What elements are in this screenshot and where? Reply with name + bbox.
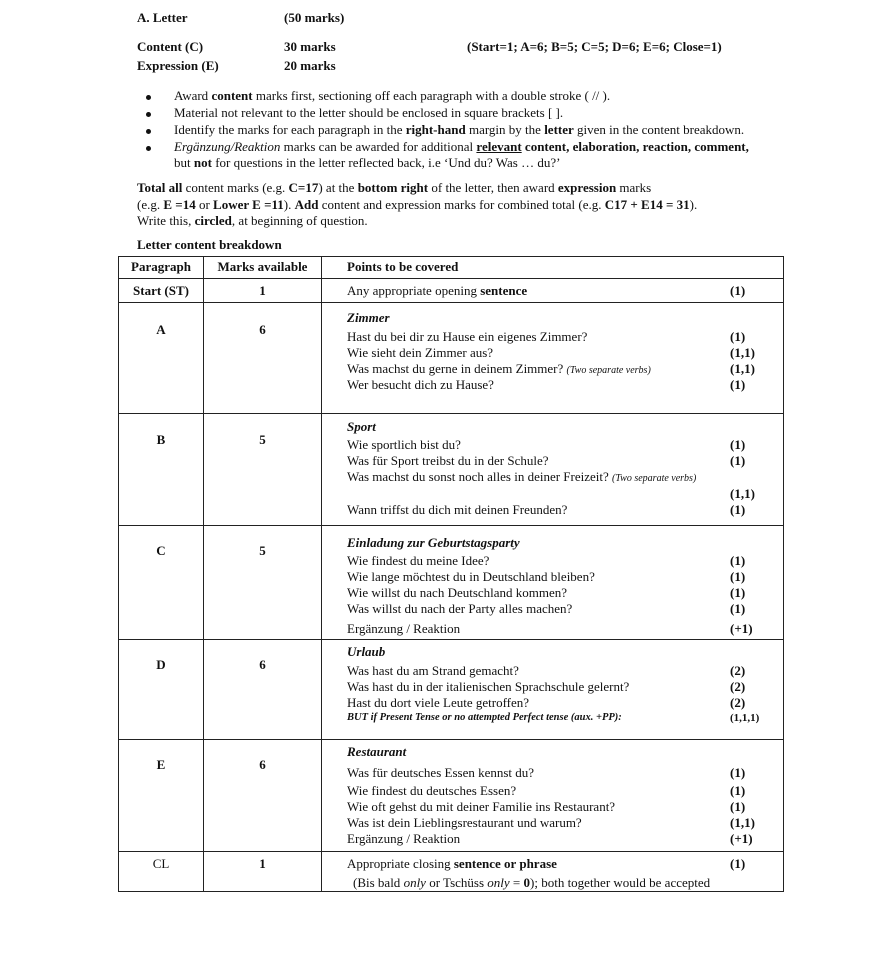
point-marks: (1)	[730, 856, 746, 871]
content-label: Content (C)	[137, 39, 204, 54]
marks-available: 5	[259, 432, 266, 447]
point-marks: (1)	[730, 377, 746, 392]
point-text: Wie sieht dein Zimmer aus?	[347, 345, 494, 360]
marks-available: 6	[259, 757, 266, 772]
point-text: Wer besucht dich zu Hause?	[347, 377, 494, 392]
marks-available: 6	[259, 322, 266, 337]
instruction-line-3: Write this, circled, at beginning of question.	[137, 213, 368, 228]
paragraph-label: CL	[152, 856, 170, 871]
point-marks: (1)	[730, 569, 746, 584]
paragraph-heading: Einladung zur Geburtstagsparty	[347, 535, 520, 550]
col-header-points: Points to be covered	[347, 259, 459, 274]
point-text: Was willst du nach der Party alles machen?	[347, 601, 573, 616]
point-text: Appropriate closing sentence or phrase	[347, 856, 557, 871]
expression-marks: 20 marks	[284, 58, 336, 73]
paragraph-label: C	[156, 543, 166, 558]
paragraph-heading: Sport	[347, 419, 376, 434]
point-text: Hast du bei dir zu Hause ein eigenes Zimmer?	[347, 329, 588, 344]
paragraph-heading: Urlaub	[347, 644, 386, 659]
point-text: Wie lange möchtest du in Deutschland bleiben?	[347, 569, 595, 584]
point-text: Wie findest du deutsches Essen?	[347, 783, 517, 798]
point-marks: (1)	[730, 329, 746, 344]
marks-available: 1	[259, 856, 266, 871]
bullet-item-ergaenzung: Ergänzung/Reaktion marks can be awarded for additional relevant content, elaboration, reaction, comment,	[174, 139, 749, 154]
closing-note: (Bis bald only or Tschüss only = 0); both together would be accepted	[353, 875, 711, 890]
point-text: Any appropriate opening sentence	[347, 283, 528, 298]
point-marks: (1,1)	[730, 486, 755, 501]
point-marks: (1)	[730, 783, 746, 798]
point-text: Hast du dort viele Leute getroffen?	[347, 695, 530, 710]
paragraph-label: A	[156, 322, 166, 337]
marks-available: 1	[259, 283, 266, 298]
point-marks: (1)	[730, 502, 746, 517]
point-marks: (1)	[730, 765, 746, 780]
point-text: Was hast du in der italienischen Sprachschule gelernt?	[347, 679, 630, 694]
bullet-item-irrelevant-material: Material not relevant to the letter should be enclosed in square brackets [ ].	[174, 105, 564, 120]
instruction-line-1: Total all content marks (e.g. C=17) at the bottom right of the letter, then award expression marks	[137, 180, 652, 195]
point-text: Ergänzung / Reaktion	[347, 831, 461, 846]
point-text: Was machst du gerne in deinem Zimmer? (Two separate verbs)	[347, 361, 651, 376]
expression-label: Expression (E)	[137, 58, 219, 73]
point-text: Ergänzung / Reaktion	[347, 621, 461, 636]
marks-available: 5	[259, 543, 266, 558]
bullet-icon	[146, 112, 151, 117]
marks-distribution: (Start=1; A=6; B=5; C=5; D=6; E=6; Close=1)	[467, 39, 722, 54]
point-marks: (2)	[730, 695, 746, 710]
paragraph-heading: Restaurant	[347, 744, 407, 759]
point-marks: (2)	[730, 679, 746, 694]
total-marks: (50 marks)	[284, 10, 345, 25]
content-marks: 30 marks	[284, 39, 336, 54]
point-text: Was hast du am Strand gemacht?	[347, 663, 519, 678]
section-title: A. Letter	[137, 10, 188, 25]
point-marks: (2)	[730, 663, 746, 678]
point-marks: (1,1,1)	[730, 712, 760, 724]
point-text: Wie findest du meine Idee?	[347, 553, 490, 568]
table-caption: Letter content breakdown	[137, 237, 282, 252]
point-text: Was für Sport treibst du in der Schule?	[347, 453, 549, 468]
point-marks: (1,1)	[730, 361, 755, 376]
point-marks: (+1)	[730, 621, 753, 636]
point-text: Wie sportlich bist du?	[347, 437, 461, 452]
point-text: Wie oft gehst du mit deiner Familie ins Restaurant?	[347, 799, 616, 814]
note-text: (Two separate verbs)	[612, 473, 697, 484]
point-text: Wie willst du nach Deutschland kommen?	[347, 585, 568, 600]
bullet-item-award-content: Award content marks first, sectioning off each paragraph with a double stroke ( // ).	[174, 88, 611, 103]
bullet-icon	[146, 146, 151, 151]
col-header-marks: Marks available	[217, 259, 308, 274]
point-marks: (1)	[730, 585, 746, 600]
point-text: Wann triffst du dich mit deinen Freunden?	[347, 502, 568, 517]
point-marks: (1,1)	[730, 815, 755, 830]
point-marks: (1)	[730, 799, 746, 814]
point-marks: (1)	[730, 553, 746, 568]
point-marks: (1)	[730, 453, 746, 468]
instruction-line-2: (e.g. E =14 or Lower E =11). Add content and expression marks for combined total (e.g. C17 + E14 = 31).	[137, 197, 698, 212]
col-header-paragraph: Paragraph	[131, 259, 191, 274]
point-marks: (+1)	[730, 831, 753, 846]
note-text: (Two separate verbs)	[566, 365, 651, 376]
bullet-item-identify-marks: Identify the marks for each paragraph in the right-hand margin by the letter given in the content breakdown.	[174, 122, 745, 137]
paragraph-label: D	[156, 657, 166, 672]
marks-available: 6	[259, 657, 266, 672]
point-marks: (1)	[730, 283, 746, 298]
bullet-icon	[146, 95, 151, 100]
point-marks: (1)	[730, 601, 746, 616]
paragraph-label: E	[156, 757, 166, 772]
point-text: Was ist dein Lieblingsrestaurant und warum?	[347, 815, 582, 830]
point-text: Was machst du sonst noch alles in deiner Freizeit? (Two separate verbs)	[347, 469, 697, 484]
point-marks: (1,1)	[730, 345, 755, 360]
point-marks: (1)	[730, 437, 746, 452]
paragraph-label: Start (ST)	[133, 283, 189, 298]
point-text: Was für deutsches Essen kennst du?	[347, 765, 535, 780]
note-text: BUT if Present Tense or no attempted Perfect tense (aux. +PP):	[347, 712, 622, 723]
paragraph-heading: Zimmer	[347, 310, 390, 325]
bullet-icon	[146, 129, 151, 134]
bullet-item-ergaenzung-line2: but not for questions in the letter reflected back, i.e ‘Und du? Was … du?’	[174, 155, 561, 170]
paragraph-label: B	[156, 432, 166, 447]
